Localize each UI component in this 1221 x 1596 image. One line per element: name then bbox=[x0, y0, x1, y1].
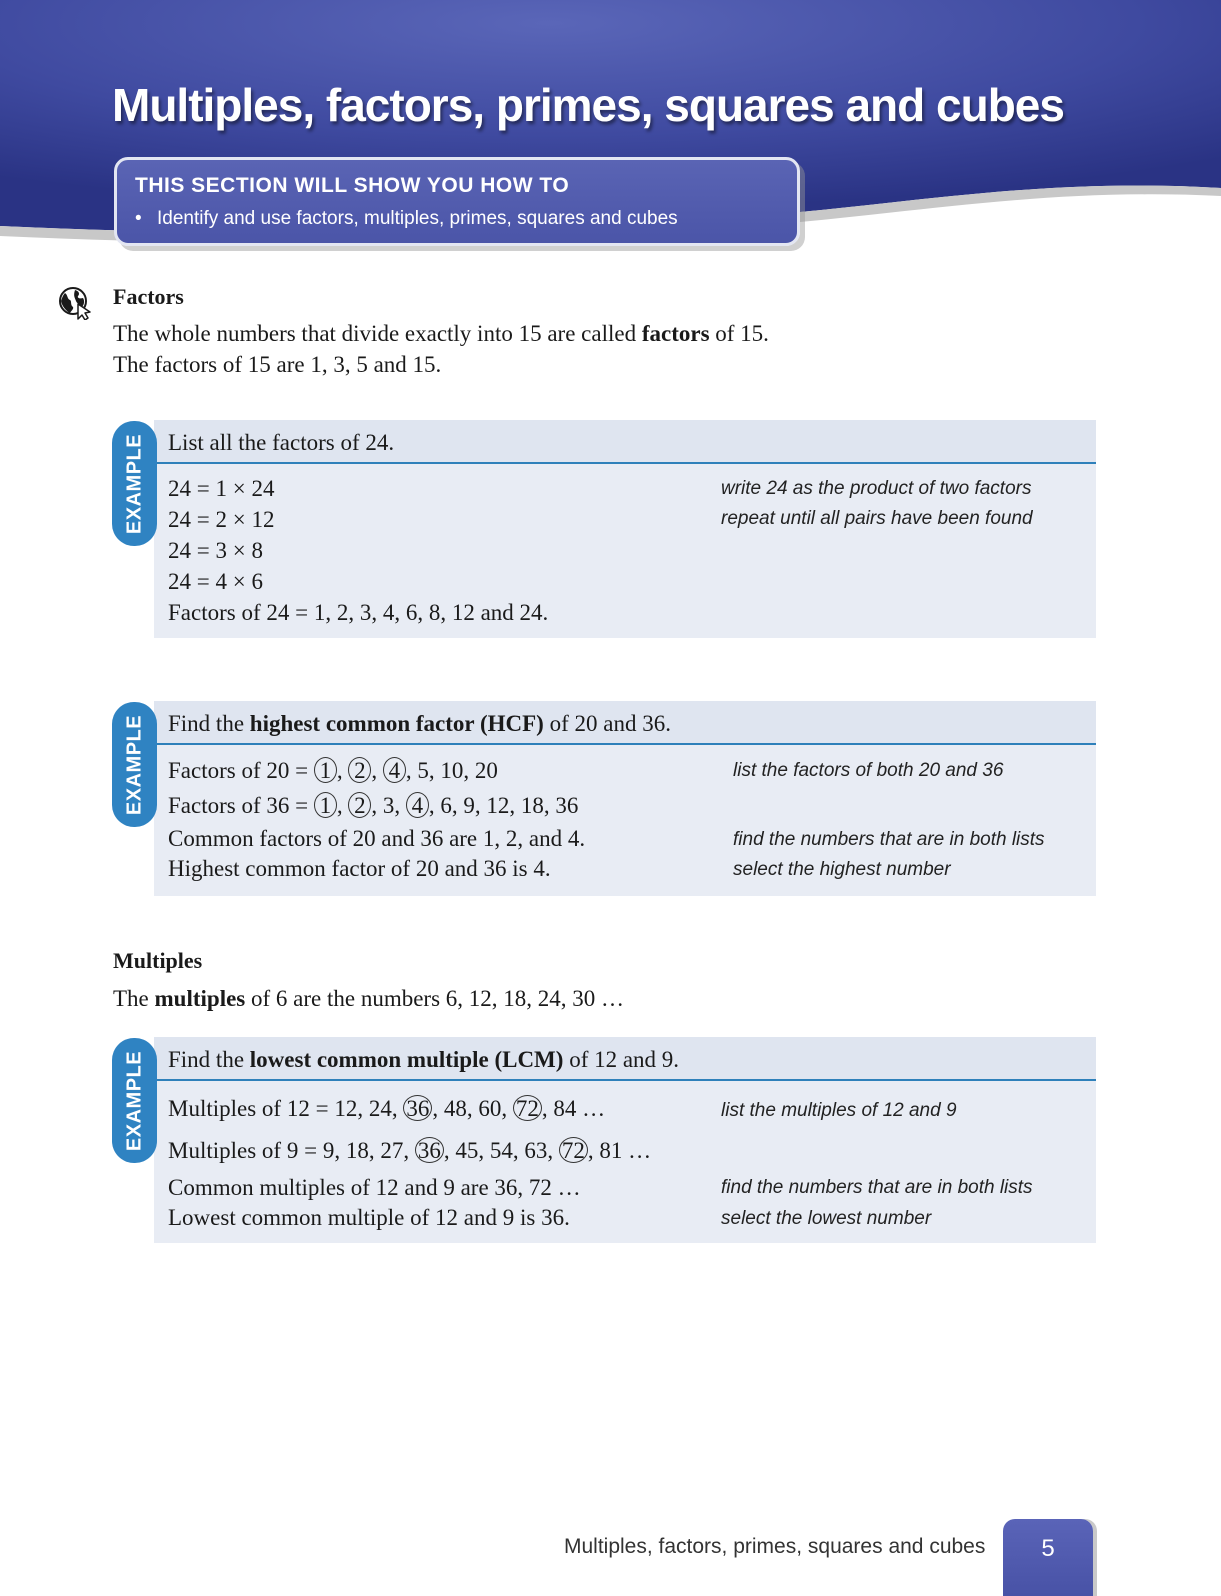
multiples-of-12-line: Multiples of 12 = 12, 24, 36 , 48, 60, 72 , 84 … bbox=[168, 1096, 606, 1121]
section-objectives-box bbox=[114, 157, 800, 246]
example-hcf bbox=[154, 701, 1096, 896]
circled-number: 2 bbox=[348, 757, 371, 783]
factors-definition: The whole numbers that divide exactly into 15 are called factors of 15. bbox=[113, 321, 769, 346]
answer-line: Highest common factor of 20 and 36 is 4. bbox=[168, 856, 551, 881]
answer-line: Factors of 24 = 1, 2, 3, 4, 6, 8, 12 and 24. bbox=[168, 600, 549, 625]
working-line: 24 = 3 × 8 bbox=[168, 538, 263, 563]
circled-number: 72 bbox=[559, 1137, 588, 1163]
term-factors: factors bbox=[641, 321, 710, 346]
circled-number: 72 bbox=[513, 1095, 542, 1121]
factors-heading: Factors bbox=[113, 284, 184, 309]
margin-note: list the multiples of 12 and 9 bbox=[721, 1100, 957, 1121]
factors-of-15: The factors of 15 are 1, 3, 5 and 15. bbox=[113, 352, 442, 377]
margin-note: write 24 as the product of two factors bbox=[721, 478, 1032, 499]
example-question: List all the factors of 24. bbox=[168, 430, 395, 455]
margin-note: find the numbers that are in both lists bbox=[733, 829, 1045, 850]
multiples-definition: The multiples of 6 are the numbers 6, 12, 18, 24, 30 … bbox=[113, 986, 625, 1011]
page-number: 5 bbox=[1041, 1535, 1055, 1562]
circled-number: 4 bbox=[383, 757, 406, 783]
section-objective-text: Identify and use factors, multiples, primes, squares and cubes bbox=[157, 208, 678, 229]
circled-number: 1 bbox=[314, 757, 337, 783]
common-multiples-line: Common multiples of 12 and 9 are 36, 72 … bbox=[168, 1175, 581, 1200]
margin-note: repeat until all pairs have been found bbox=[721, 508, 1033, 529]
circled-number: 36 bbox=[415, 1137, 444, 1163]
factors-of-36-line: Factors of 36 = 1 , 2 , 3, 4 , 6, 9, 12, 18, 36 bbox=[168, 793, 579, 818]
example-tab: EXAMPLE bbox=[112, 1038, 157, 1163]
example-question: Find the lowest common multiple (LCM) of 12 and 9. bbox=[168, 1047, 680, 1072]
working-line: 24 = 2 × 12 bbox=[168, 507, 275, 532]
margin-note: select the lowest number bbox=[721, 1208, 932, 1229]
circled-number: 1 bbox=[314, 792, 337, 818]
example-lcm bbox=[154, 1037, 1096, 1243]
working-line: 24 = 4 × 6 bbox=[168, 569, 263, 594]
page-number-tab bbox=[1003, 1519, 1093, 1596]
section-objectives-heading: THIS SECTION WILL SHOW YOU HOW TO bbox=[135, 174, 570, 197]
margin-note: select the highest number bbox=[733, 859, 951, 880]
multiples-of-9-line: Multiples of 9 = 9, 18, 27, 36 , 45, 54, 63, 72 , 81 … bbox=[168, 1138, 652, 1163]
globe-cursor-icon[interactable] bbox=[58, 286, 92, 320]
example-tab: EXAMPLE bbox=[112, 702, 157, 827]
running-title: Multiples, factors, primes, squares and cubes bbox=[564, 1535, 986, 1558]
term-multiples: multiples bbox=[154, 986, 246, 1011]
circled-number: 36 bbox=[403, 1095, 432, 1121]
multiples-heading: Multiples bbox=[113, 948, 203, 973]
example-factors-24 bbox=[154, 420, 1096, 638]
example-tab: EXAMPLE bbox=[112, 421, 157, 546]
working-line: 24 = 1 × 24 bbox=[168, 476, 275, 501]
example-question: Find the highest common factor (HCF) of 20 and 36. bbox=[168, 711, 671, 736]
page-title: Multiples, factors, primes, squares and cubes bbox=[112, 79, 1064, 131]
common-factors-line: Common factors of 20 and 36 are 1, 2, and 4. bbox=[168, 826, 586, 851]
circled-number: 4 bbox=[406, 792, 429, 818]
circled-number: 2 bbox=[348, 792, 371, 818]
answer-line: Lowest common multiple of 12 and 9 is 36. bbox=[168, 1205, 570, 1230]
factors-of-20-line: Factors of 20 = 1 , 2 , 4 , 5, 10, 20 bbox=[168, 758, 498, 783]
section-objective-item: • Identify and use factors, multiples, primes, squares and cubes bbox=[135, 208, 678, 229]
margin-note: list the factors of both 20 and 36 bbox=[733, 760, 1004, 781]
margin-note: find the numbers that are in both lists bbox=[721, 1177, 1033, 1198]
